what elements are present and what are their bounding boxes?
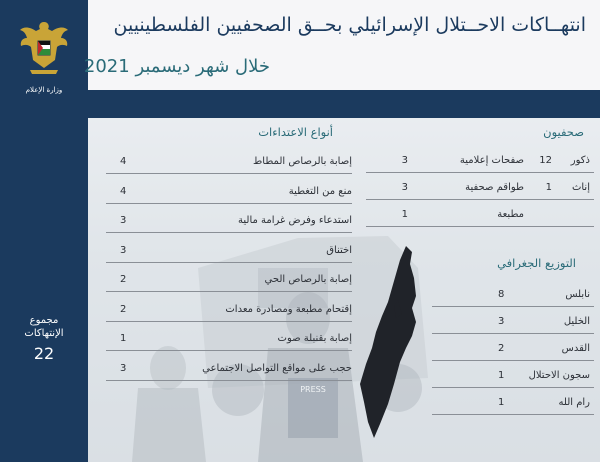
geo-label: رام الله bbox=[558, 397, 590, 408]
violation-count: 4 bbox=[120, 156, 127, 167]
geo-label: سجون الاحتلال bbox=[528, 370, 590, 381]
violation-row bbox=[106, 207, 352, 233]
journalists-title: صحفيون bbox=[543, 125, 584, 139]
ministry-name: وزارة الإعلام bbox=[25, 86, 63, 94]
violation-row bbox=[106, 296, 352, 322]
category-count: 1 bbox=[401, 209, 408, 220]
geo-row bbox=[432, 361, 594, 388]
violation-row bbox=[106, 178, 352, 204]
press-vest-text: PRESS bbox=[300, 385, 326, 394]
geo-count: 1 bbox=[498, 397, 505, 408]
gender-label: إناث bbox=[571, 182, 590, 193]
total-label-line2: الإنتهاكات bbox=[24, 328, 64, 339]
violation-count: 4 bbox=[120, 185, 127, 197]
violation-label: اختناق bbox=[326, 244, 352, 256]
geo-row bbox=[432, 280, 594, 307]
violation-label: منع من التغطية bbox=[288, 185, 352, 197]
geo-row bbox=[432, 334, 594, 361]
category-label: طواقم صحفية bbox=[465, 182, 524, 193]
journalists-row bbox=[366, 146, 594, 173]
category-label: صفحات إعلامية bbox=[459, 155, 524, 166]
violation-count: 3 bbox=[120, 244, 127, 256]
header bbox=[83, 0, 600, 90]
gender-label: ذكور bbox=[570, 155, 590, 166]
geo-count: 8 bbox=[498, 289, 505, 300]
category-count: 3 bbox=[401, 182, 408, 193]
violation-row bbox=[106, 325, 352, 351]
violation-label: إصابة بالرصاص الحي bbox=[264, 274, 352, 285]
violation-row bbox=[106, 148, 352, 174]
violation-label: إصابة بالرصاص المطاط bbox=[253, 156, 352, 167]
violation-count: 3 bbox=[120, 362, 127, 374]
violation-row bbox=[106, 237, 352, 263]
total-label-line1: مجموع bbox=[29, 315, 59, 326]
palestine-map-icon bbox=[354, 244, 436, 440]
violation-count: 3 bbox=[120, 215, 127, 226]
geo-count: 2 bbox=[498, 343, 505, 354]
geo-count: 3 bbox=[498, 316, 505, 327]
geo-label: نابلس bbox=[565, 289, 590, 300]
sidebar bbox=[0, 0, 88, 462]
eagle-emblem-icon bbox=[0, 0, 88, 86]
total-value: 22 bbox=[33, 344, 55, 363]
violation-count: 2 bbox=[120, 303, 127, 315]
violation-label: حجب على مواقع التواصل الاجتماعي bbox=[202, 362, 352, 374]
violation-label: استدعاء وفرض غرامة مالية bbox=[238, 215, 352, 226]
violation-count: 1 bbox=[120, 333, 127, 344]
gender-count: 12 bbox=[539, 155, 552, 166]
geo-row bbox=[432, 307, 594, 334]
category-label: مطبعة bbox=[497, 209, 524, 220]
category-count: 3 bbox=[401, 155, 408, 166]
journalists-row bbox=[366, 173, 594, 200]
geo-label: الخليل bbox=[563, 316, 590, 327]
violations-title: أنواع الاعتداءات bbox=[258, 125, 333, 139]
geo-title: التوزيع الجغرافي bbox=[497, 256, 576, 270]
header-divider-bar bbox=[88, 90, 600, 118]
total-violations-box bbox=[0, 314, 88, 386]
page-title: انتهــاكات الاحــتلال الإسرائيلي بحــق الصحفيين الفلسطينيين bbox=[113, 14, 586, 36]
violation-row bbox=[106, 355, 352, 381]
journalists-row bbox=[366, 200, 594, 227]
violation-row bbox=[106, 266, 352, 292]
geo-label: القدس bbox=[561, 343, 590, 354]
violation-label: إقتحام مطبعة ومصادرة معدات bbox=[225, 303, 352, 315]
geo-row bbox=[432, 388, 594, 415]
geo-count: 1 bbox=[498, 370, 505, 381]
violation-label: إصابة بقنبلة صوت bbox=[277, 333, 352, 344]
page-subtitle: خلال شهر ديسمبر 2021 bbox=[83, 56, 270, 77]
ministry-logo bbox=[0, 0, 88, 108]
violation-count: 2 bbox=[120, 274, 127, 285]
gender-count: 1 bbox=[545, 182, 552, 193]
